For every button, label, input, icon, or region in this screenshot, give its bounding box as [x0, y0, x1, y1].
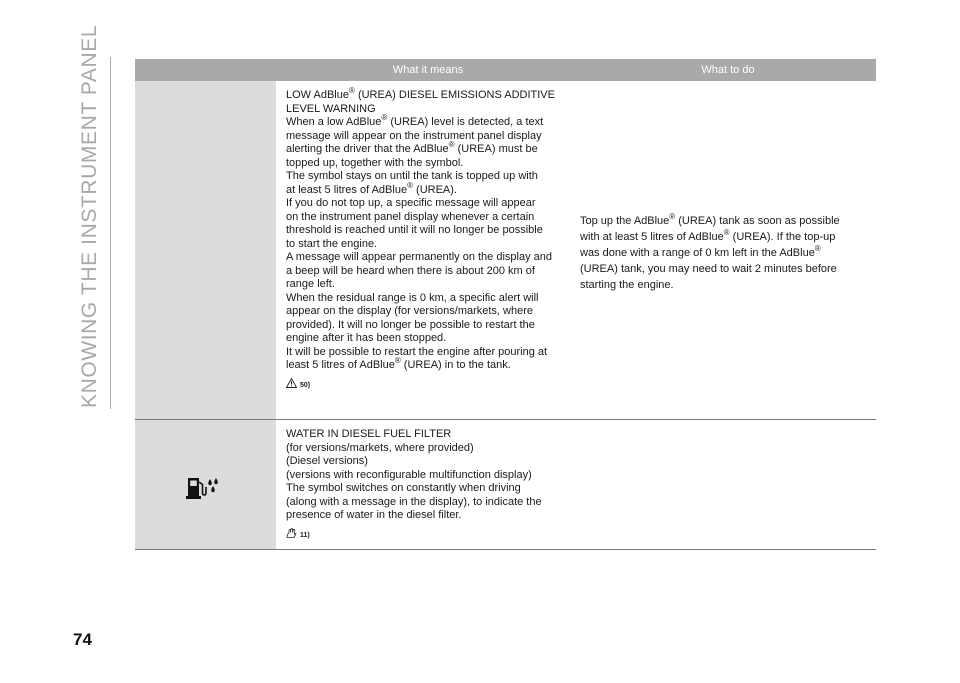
text-line: LEVEL WARNING	[286, 102, 376, 115]
text-line: with at least 5 litres of AdBlue® (UREA). If the top-up	[580, 228, 836, 243]
text-line: appear on the display (for versions/markets, where	[286, 305, 534, 317]
water-in-fuel-icon	[186, 473, 220, 501]
warning-triangle-icon	[286, 378, 297, 388]
side-divider	[110, 57, 111, 409]
icon-cell	[135, 420, 276, 549]
caution-hand-icon	[286, 528, 297, 538]
icon-cell	[135, 81, 276, 419]
text-line: engine after it has been stopped.	[286, 332, 447, 344]
text-line: presence of water in the diesel filter.	[286, 509, 462, 521]
warning-reference	[286, 525, 576, 543]
text-line: Top up the AdBlue® (UREA) tank as soon as possible	[580, 212, 840, 227]
text-line: (along with a message in the display), to indicate the	[286, 495, 542, 508]
what-it-means-cell	[286, 428, 576, 542]
section-side-title: KNOWING THE INSTRUMENT PANEL	[78, 24, 101, 408]
text-line: (Diesel versions)	[286, 455, 368, 467]
text-line: threshold is reached until it will no longer be possible	[286, 224, 543, 236]
text-line: least 5 litres of AdBlue® (UREA) in to the tank.	[286, 356, 511, 371]
text-line: If you do not top up, a specific message will appear	[286, 197, 536, 209]
table-header	[135, 59, 876, 81]
header-icon-column	[135, 59, 276, 81]
text-line: When the residual range is 0 km, a specific alert will	[286, 291, 539, 304]
text-line: A message will appear permanently on the display and	[286, 251, 552, 263]
text-line: WATER IN DIESEL FUEL FILTER	[286, 428, 452, 440]
text-line: was done with a range of 0 km left in the AdBlue®	[580, 244, 821, 259]
text-line: a beep will be heard when there is about 200 km of	[286, 264, 535, 277]
text-line: (versions with reconfigurable multifunction display)	[286, 468, 532, 481]
warning-reference	[286, 375, 576, 393]
warning-ref-number: 11)	[300, 531, 310, 539]
text-line: topped up, together with the symbol.	[286, 156, 464, 169]
table-row	[135, 81, 876, 420]
text-line: LOW AdBlue® (UREA) DIESEL EMISSIONS ADDITIVE	[286, 86, 555, 101]
text-line: (for versions/markets, where provided)	[286, 441, 474, 454]
text-line: at least 5 litres of AdBlue® (UREA).	[286, 180, 457, 196]
text-line: The symbol switches on constantly when driving	[286, 482, 521, 494]
text-line: The symbol stays on until the tank is topped up with	[286, 170, 538, 182]
page-number: 74	[73, 630, 92, 649]
what-it-means-cell	[286, 86, 576, 392]
text-line: range left.	[286, 278, 335, 290]
text-line: (UREA) tank, you may need to wait 2 minutes before	[580, 263, 837, 275]
text-line: alerting the driver that the AdBlue® (UREA) must be	[286, 140, 538, 155]
header-what-it-means: What it means	[392, 64, 464, 76]
what-to-do-cell	[580, 213, 874, 293]
means-text	[286, 428, 576, 523]
header-what-to-do: What to do	[701, 64, 755, 76]
table-row	[135, 420, 876, 550]
means-text	[286, 86, 576, 373]
text-line: starting the engine.	[580, 279, 674, 291]
text-line: It will be possible to restart the engine after pouring at	[286, 345, 548, 358]
text-line: to start the engine.	[286, 237, 378, 250]
text-line: provided). It will no longer be possible to restart the	[286, 318, 535, 331]
text-line: message will appear on the instrument panel display	[286, 129, 542, 142]
warning-ref-number: 50)	[300, 381, 311, 389]
text-line: When a low AdBlue® (UREA) level is detected, a text	[286, 113, 544, 128]
text-line: on the instrument panel display whenever a certain	[286, 210, 535, 223]
